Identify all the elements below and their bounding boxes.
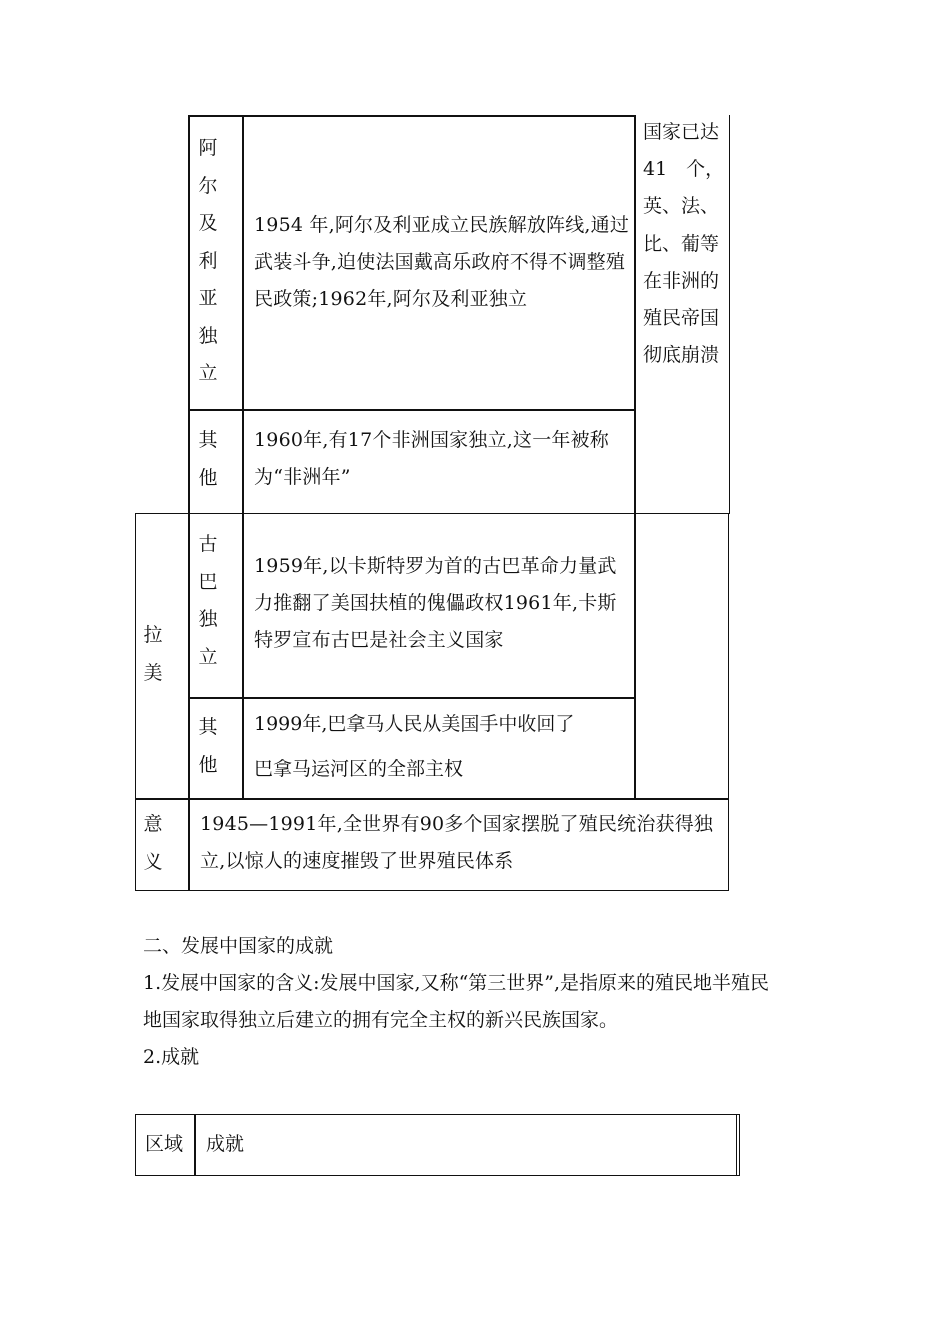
africa-summary-line: 彻底崩溃: [643, 344, 720, 367]
significance-label: 意 义: [143, 813, 163, 873]
header-region: 区域: [145, 1133, 184, 1155]
algeria-text: 1954 年,阿尔及利亚成立民族解放阵线,通过武装斗争,迫使法国戴高乐政府不得不调整殖民政策;1962年,阿尔及利亚独立: [254, 214, 630, 310]
africa-other-text: 1960年,有17个非洲国家独立,这一年被称为“非洲年”: [254, 429, 610, 488]
section-heading: 二、发展中国家的成就: [143, 935, 334, 957]
africa-summary-line: 比、葡等: [643, 232, 720, 255]
cuba-label: 古 巴 独 立: [198, 533, 218, 668]
latam-other-line2: 巴拿马运河区的全部主权: [254, 758, 464, 780]
definition-line1: 1.发展中国家的含义:发展中国家,又称“第三世界”,是指原来的殖民地半殖民: [143, 972, 770, 994]
africa-summary-line: 41 个，: [643, 158, 725, 181]
africa-summary-line: 英、法、: [643, 195, 720, 218]
latam-other-line1: 1999年,巴拿马人民从美国手中收回了: [254, 713, 575, 735]
africa-summary-line: 在非洲的: [643, 269, 720, 292]
latam-other-label: 其 他: [198, 716, 218, 776]
header-achievement: 成就: [206, 1133, 245, 1155]
cuba-text: 1959年,以卡斯特罗为首的古巴革命力量武力推翻了美国扶植的傀儡政权1961年,卡斯特罗宣布古巴是社会主义国家: [254, 555, 617, 651]
africa-other-label: 其 他: [198, 429, 218, 489]
africa-summary: [643, 114, 727, 374]
africa-summary-line: 国家已达: [643, 121, 720, 143]
latam-label: 拉 美: [143, 624, 163, 684]
definition-line2: 地国家取得独立后建立的拥有完全主权的新兴民族国家。: [143, 1009, 619, 1031]
achievements-heading: 2.成就: [143, 1046, 200, 1068]
africa-summary-line: 殖民帝国: [643, 307, 720, 330]
significance-text: 1945—1991年,全世界有90多个国家摆脱了殖民统治获得独立,以惊人的速度摧毁了世界殖民体系: [200, 813, 714, 872]
algeria-label: 阿 尔 及 利 亚 独 立: [198, 137, 218, 384]
